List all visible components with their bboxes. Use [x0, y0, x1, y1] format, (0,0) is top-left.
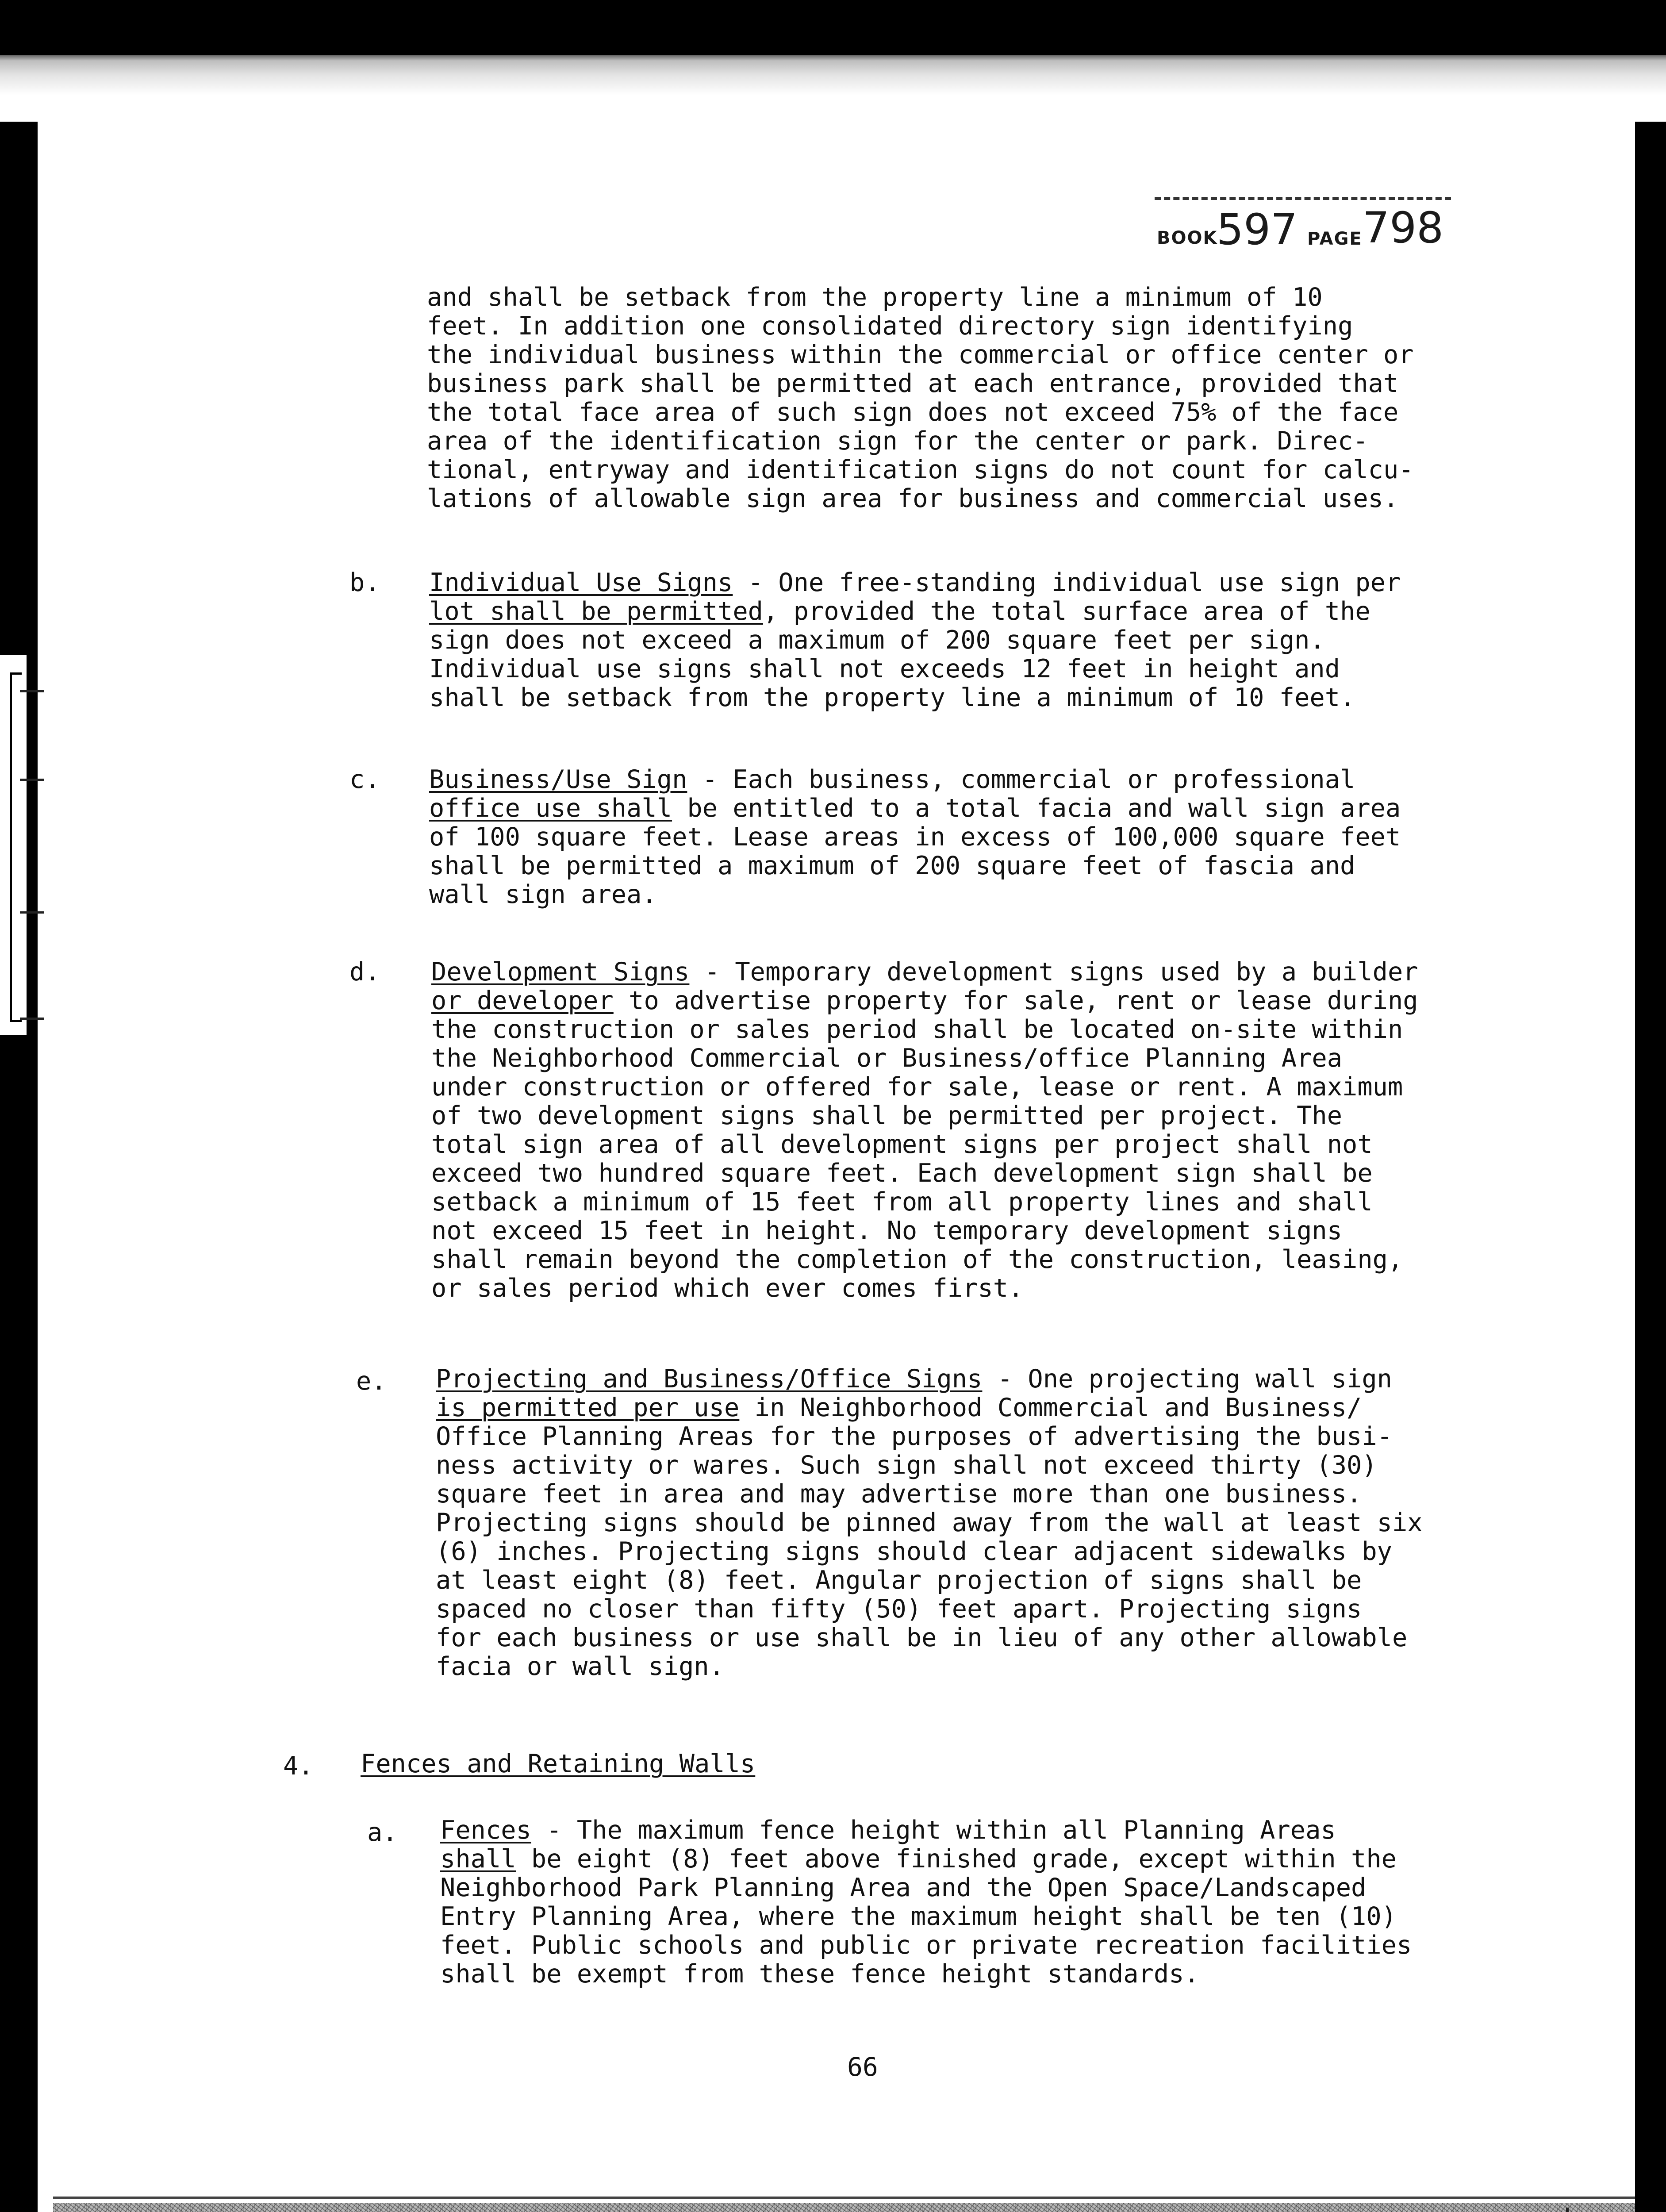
stamp-page-label: PAGE: [1307, 229, 1363, 249]
body-text: in Neighborhood Commercial and Business/: [739, 1393, 1362, 1422]
item-title-continued: shall: [440, 1844, 516, 1874]
item-marker: d.: [349, 957, 380, 987]
body-line: facia or wall sign.: [436, 1652, 725, 1681]
item-title: Business/Use Sign: [429, 765, 687, 794]
body-line: ness activity or wares. Such sign shall not exceed thirty (30): [436, 1451, 1377, 1480]
item-title-continued: or developer: [431, 986, 614, 1015]
item-title-rest: - The maximum fence height within all Planning Areas: [531, 1816, 1336, 1845]
body-line: not exceed 15 feet in height. No temporary development signs: [431, 1216, 1343, 1245]
body-line: setback a minimum of 15 feet from all property lines and shall: [431, 1187, 1373, 1217]
stamp-page-number: 798: [1363, 203, 1444, 253]
body-line: shall be setback from the property line a minimum of 10 feet.: [429, 683, 1355, 712]
body-line: the total face area of such sign does not exceed 75% of the face: [427, 398, 1399, 427]
body-line: (6) inches. Projecting signs should clear adjacent sidewalks by: [436, 1537, 1392, 1566]
body-line: of 100 square feet. Lease areas in excess of 100,000 square feet: [429, 822, 1401, 852]
body-line: tional, entryway and identification signs do not count for calcu-: [427, 455, 1414, 484]
body-line: shall remain beyond the completion of the construction, leasing,: [431, 1245, 1403, 1274]
body-line: at least eight (8) feet. Angular projection of signs shall be: [436, 1566, 1362, 1595]
body-line: under construction or offered for sale, lease or rent. A maximum: [431, 1072, 1403, 1102]
body-line: feet. Public schools and public or private recreation facilities: [440, 1931, 1412, 1960]
item-title-rest: - One free-standing individual use sign per: [733, 568, 1401, 597]
body-line: shall be exempt from these fence height standards.: [440, 1959, 1199, 1989]
body-line: Neighborhood Park Planning Area and the Open Space/Landscaped: [440, 1873, 1367, 1902]
body-line: [429, 765, 1355, 794]
body-line: [440, 1816, 1336, 1844]
body-line: [431, 987, 1418, 1015]
body-line: business park shall be permitted at each entrance, provided that: [427, 369, 1399, 398]
body-line: square feet in area and may advertise more than one business.: [436, 1479, 1362, 1509]
item-title-rest: - One projecting wall sign: [982, 1364, 1392, 1394]
body-line: area of the identification sign for the center or park. Direc-: [427, 426, 1368, 456]
body-line: Entry Planning Area, where the maximum height shall be ten (10): [440, 1902, 1397, 1931]
body-line: [436, 1365, 1392, 1393]
scanner-noise-region: [53, 2203, 1635, 2212]
body-line: [429, 794, 1401, 822]
item-marker: b.: [349, 568, 380, 597]
body-line: for each business or use shall be in lieu of any other allowable: [436, 1623, 1408, 1652]
body-line: [429, 597, 1370, 626]
body-line: the individual business within the commercial or office center or: [427, 340, 1414, 369]
body-line: Projecting signs should be pinned away from the wall at least six: [436, 1508, 1423, 1537]
item-title-continued: office use shall: [429, 794, 672, 823]
item-marker: e.: [356, 1367, 387, 1396]
scanner-noise-edge: [1566, 2208, 1569, 2212]
item-marker: a.: [367, 1818, 398, 1847]
section-number: 4.: [283, 1751, 314, 1781]
body-line: the construction or sales period shall be located on-site within: [431, 1015, 1403, 1044]
body-text: to advertise property for sale, rent or lease during: [613, 986, 1418, 1015]
item-title-rest: - Temporary development signs used by a builder: [689, 957, 1418, 987]
item-title-rest: - Each business, commercial or professional: [687, 765, 1355, 794]
section-heading: Fences and Retaining Walls: [361, 1749, 756, 1778]
item-title-continued: lot shall be permitted: [429, 597, 763, 626]
body-line: wall sign area.: [429, 880, 657, 909]
stamp-book-label: BOOK: [1157, 228, 1218, 248]
body-line: [429, 568, 1401, 597]
item-title-continued: is permitted per use: [436, 1393, 740, 1422]
body-line: shall be permitted a maximum of 200 square feet of fascia and: [429, 851, 1355, 880]
body-line: sign does not exceed a maximum of 200 square feet per sign.: [429, 626, 1325, 655]
body-text: be eight (8) feet above finished grade, except within the: [516, 1844, 1397, 1874]
body-line: Office Planning Areas for the purposes of advertising the busi-: [436, 1422, 1392, 1451]
body-line: exceed two hundred square feet. Each development sign shall be: [431, 1159, 1373, 1188]
body-line: of two development signs shall be permitted per project. The: [431, 1101, 1343, 1130]
item-marker: c.: [349, 765, 380, 794]
body-line: lations of allowable sign area for business and commercial uses.: [427, 484, 1399, 513]
body-text: , provided the total surface area of the: [763, 597, 1370, 626]
item-title: Projecting and Business/Office Signs: [436, 1364, 983, 1394]
body-text: be entitled to a total facia and wall sign area: [672, 794, 1401, 823]
body-line: Individual use signs shall not exceeds 12 feet in height and: [429, 654, 1340, 684]
item-title: Individual Use Signs: [429, 568, 733, 597]
page-number: 66: [847, 2052, 878, 2082]
body-line: [431, 958, 1418, 986]
body-line: and shall be setback from the property line a minimum of 10: [427, 283, 1323, 312]
item-title: Fences: [440, 1816, 531, 1845]
body-line: [440, 1845, 1397, 1873]
body-line: or sales period which ever comes first.: [431, 1274, 1024, 1303]
body-line: [436, 1394, 1362, 1422]
item-title: Development Signs: [431, 957, 690, 987]
stamp-book-number: 597: [1217, 205, 1298, 254]
body-line: the Neighborhood Commercial or Business/office Planning Area: [431, 1044, 1343, 1073]
body-line: feet. In addition one consolidated directory sign identifying: [427, 311, 1353, 341]
body-line: total sign area of all development signs per project shall not: [431, 1130, 1373, 1159]
body-line: spaced no closer than fifty (50) feet apart. Projecting signs: [436, 1594, 1362, 1624]
